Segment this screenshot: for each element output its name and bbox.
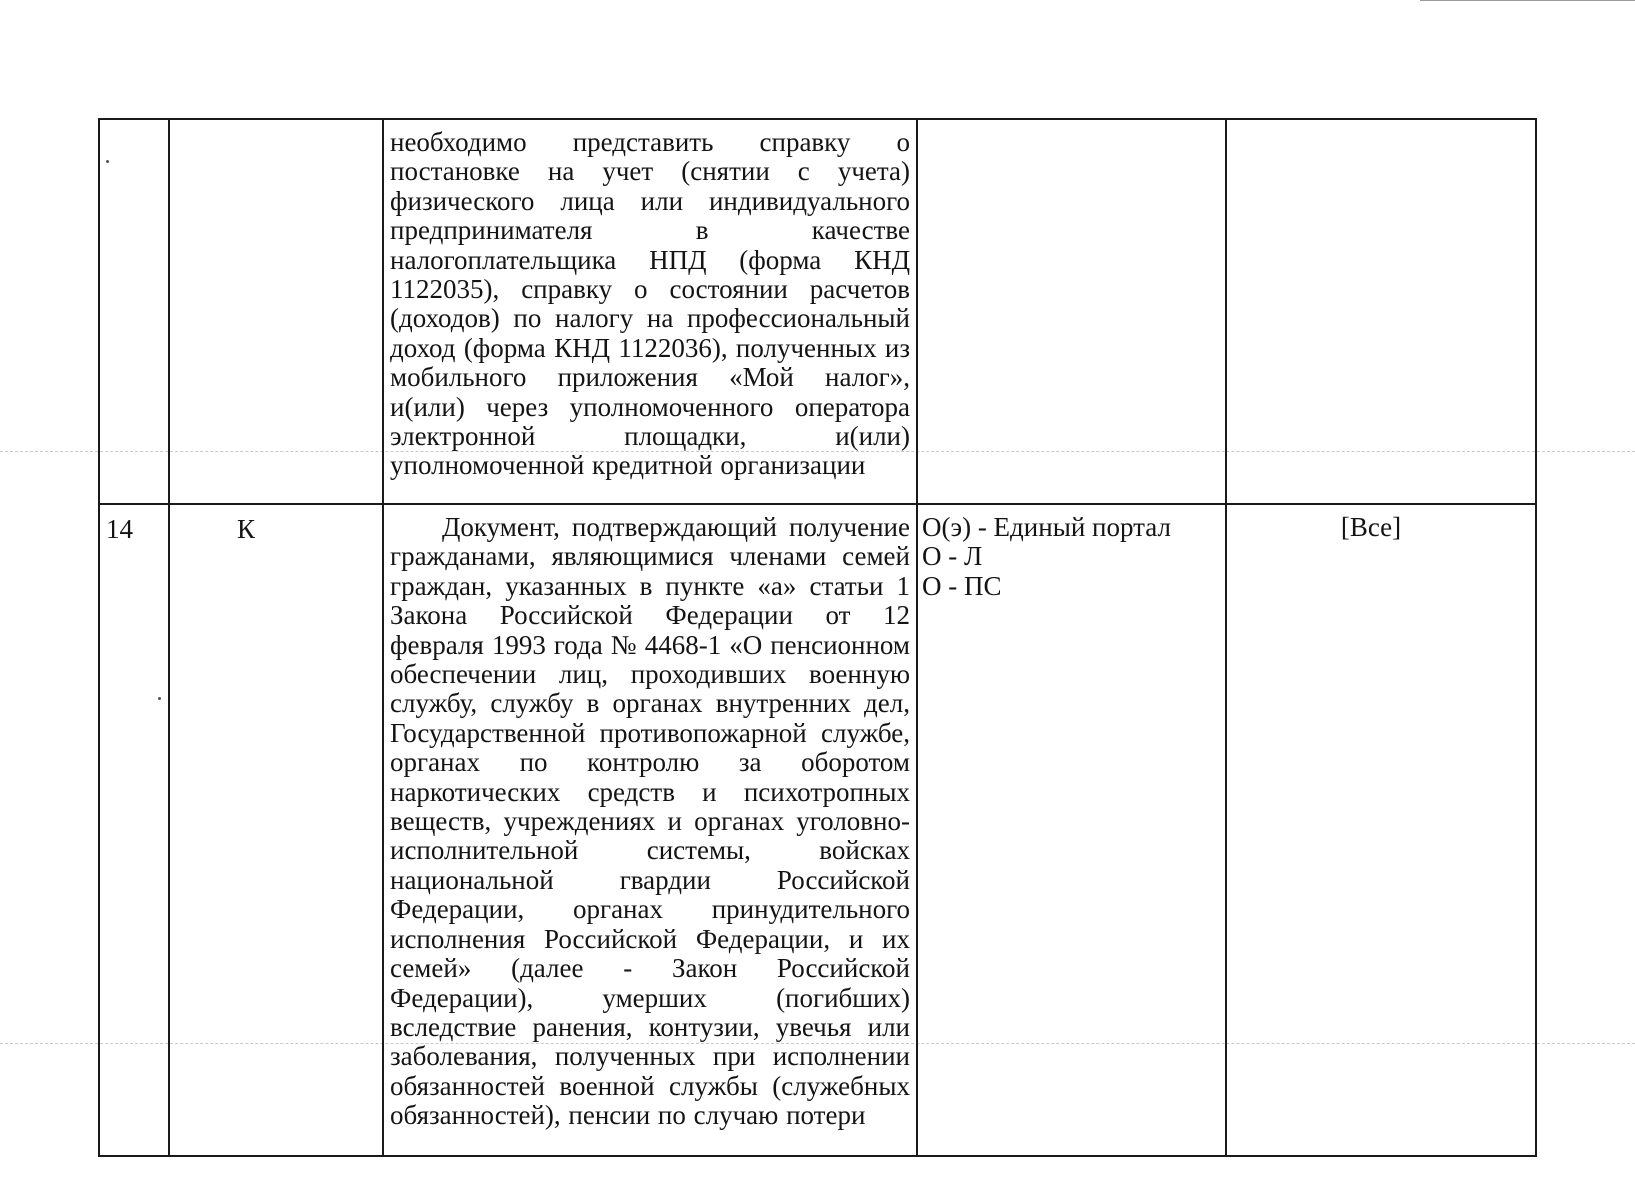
scan-artifact-line [1420,0,1635,1]
method-item: О - ПС [922,570,1002,601]
row-type-cell [169,119,383,504]
table-row [99,504,1536,1156]
method-item: О - Л [922,541,983,572]
row-type-cell: К [169,504,383,1156]
table-row [99,119,1536,504]
row-method-cell [917,119,1226,504]
row-description-cell [383,119,917,504]
description-text: Документ, подтверждающий получение гражданами, являющимися членами семей граждан, указанных в пункте «а» статьи 1 Закона Российской Федерации от 12 февраля 1993 года № 4468-1 «О пенсионном обеспечении лиц, проходивших военную службу, службу в органах внутренних дел, Государственной противопожарной службе, органах по контролю за оборотом наркотических средств и психотропных веществ, учреждениях и органах уголовно-исполнительной системы, войсках национальной гвардии Российской Федерации, органах принудительного исполнения Российской Федерации, и их семей» (далее - Закон Российской Федерации), умерших (погибших) вследствие ранения, контузии, увечья или заболевания, полученных при исполнении обязанностей военной службы (служебных обязанностей), пенсии по случаю потери [390,512,910,1131]
row-scope-cell [1226,119,1536,504]
row-number-cell: 14 [99,504,169,1156]
row-description-cell [383,504,917,1156]
method-item: О(э) - Единый портал [922,512,1171,542]
row-number-cell [99,119,169,504]
document-table [98,118,1537,1157]
row-method-cell [917,504,1226,1156]
description-text: необходимо представить справку о постановке на учет (снятии с учета) физического лица или индивидуального предпринимателя в качестве налогоплательщика НПД (форма КНД 1122035), справку о состоянии расчетов (доходов) по налогу на профессиональный доход (форма КНД 1122036), полученных из мобильного приложения «Мой налог», и(или) через уполномоченного оператора электронной площадки, и(или) уполномоченной кредитной организации [390,127,910,481]
row-scope-cell: [Все] [1226,504,1536,1156]
